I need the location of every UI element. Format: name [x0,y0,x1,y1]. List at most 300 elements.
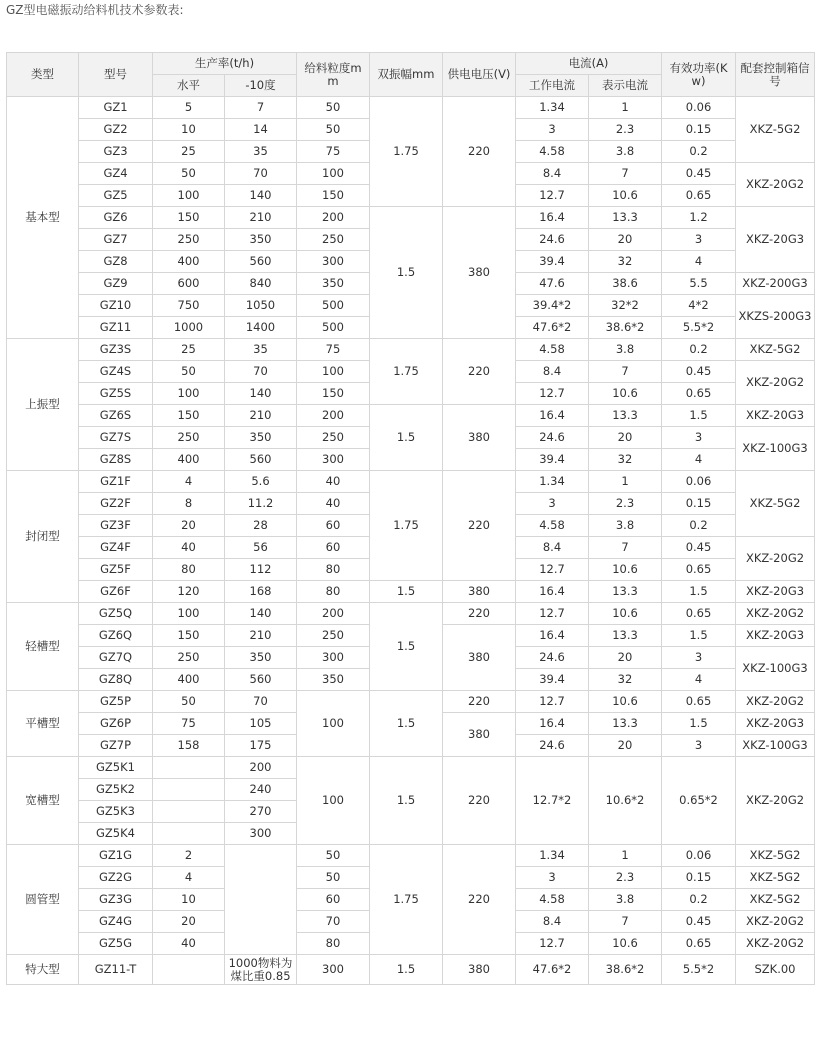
cell: 200 [297,603,370,625]
model-cell: GZ7S [79,427,153,449]
cell: 560 [225,449,297,471]
model-cell: GZ5S [79,383,153,405]
table-row [7,405,815,427]
cell: 200 [225,757,297,779]
group-upper: 上振型 [7,339,79,471]
cell: 3 [662,229,736,251]
cell: 7 [589,361,662,383]
cell: 56 [225,537,297,559]
voltage-cell: 220 [443,757,516,845]
header-model: 型号 [79,53,153,97]
header-power: 有效功率(Kw) [662,53,736,97]
cell: 13.3 [589,405,662,427]
cell: 10.6 [589,383,662,405]
model-cell: GZ4 [79,163,153,185]
cell: 50 [153,163,225,185]
cell: 39.4 [516,251,589,273]
cell: 2.3 [589,493,662,515]
cell: 10.6 [589,933,662,955]
cell: 1.2 [662,207,736,229]
cell: 8.4 [516,911,589,933]
amplitude-cell: 1.5 [370,581,443,603]
cell: 0.65 [662,185,736,207]
cell: 5 [153,97,225,119]
cell: 12.7 [516,383,589,405]
cell: 4 [662,669,736,691]
cell: 4*2 [662,295,736,317]
cell: 150 [153,405,225,427]
cell: 168 [225,581,297,603]
cell: 100 [153,603,225,625]
model-cell: GZ2G [79,867,153,889]
cell: 250 [297,625,370,647]
table-row [7,471,815,493]
cell: 400 [153,669,225,691]
cell: 16.4 [516,207,589,229]
cell: 24.6 [516,735,589,757]
box-cell: XKZ-5G2 [736,339,815,361]
cell: 300 [297,647,370,669]
cell: 1 [589,97,662,119]
cell: 400 [153,449,225,471]
box-cell: XKZ-100G3 [736,647,815,691]
cell: 60 [297,537,370,559]
cell: 750 [153,295,225,317]
cell: 3 [516,493,589,515]
cell: 0.15 [662,119,736,141]
cell: 3 [516,119,589,141]
cell: 20 [153,515,225,537]
cell: 28 [225,515,297,537]
cell: 4 [662,251,736,273]
current-work-cell: 12.7*2 [516,757,589,845]
voltage-cell: 380 [443,713,516,757]
amplitude-cell: 1.5 [370,603,443,691]
cell: 60 [297,889,370,911]
header-amplitude: 双振幅mm [370,53,443,97]
cell: 3 [662,647,736,669]
table-row [7,339,815,361]
box-cell: XKZ-20G2 [736,537,815,581]
cell: 47.6 [516,273,589,295]
cell: 10 [153,119,225,141]
cell: 3 [662,735,736,757]
cell: 5.5*2 [662,955,736,985]
cell: 70 [297,911,370,933]
cell: 100 [153,383,225,405]
cell: 14 [225,119,297,141]
model-cell: GZ5P [79,691,153,713]
cell: 350 [225,229,297,251]
cell: 20 [589,647,662,669]
cell: 0.65 [662,933,736,955]
model-cell: GZ5K1 [79,757,153,779]
cell: 200 [297,405,370,427]
cell: 13.3 [589,625,662,647]
cell: 13.3 [589,207,662,229]
cell: 3 [662,427,736,449]
cell: 25 [153,339,225,361]
cell: 12.7 [516,691,589,713]
cell: 400 [153,251,225,273]
voltage-cell: 220 [443,691,516,713]
amplitude-cell: 1.75 [370,845,443,955]
voltage-cell: 220 [443,845,516,955]
cell: 0.65 [662,691,736,713]
cell: 4.58 [516,141,589,163]
box-cell: XKZ-5G2 [736,889,815,911]
model-cell: GZ7P [79,735,153,757]
box-cell: XKZ-5G2 [736,471,815,537]
cell: 2 [153,845,225,867]
cell: 10.6 [589,185,662,207]
cell: 560 [225,669,297,691]
cell: 175 [225,735,297,757]
cell: 75 [297,339,370,361]
cell: 500 [297,295,370,317]
box-cell: XKZ-100G3 [736,427,815,471]
cell: 210 [225,207,297,229]
cell: 0.45 [662,911,736,933]
cell: 35 [225,339,297,361]
cell: 80 [153,559,225,581]
header-current-show: 表示电流 [589,75,662,97]
cell: 1 [589,471,662,493]
amplitude-cell: 1.5 [370,757,443,845]
cell: 0.45 [662,361,736,383]
box-cell: XKZ-20G3 [736,581,815,603]
cell: 840 [225,273,297,295]
cell: 0.65 [662,383,736,405]
cell: 112 [225,559,297,581]
header-type: 类型 [7,53,79,97]
amplitude-cell: 1.75 [370,471,443,581]
cell: 140 [225,185,297,207]
box-cell: XKZ-20G2 [736,691,815,713]
cell: 150 [297,185,370,207]
cell: 12.7 [516,185,589,207]
cell: 13.3 [589,581,662,603]
cell: 350 [225,647,297,669]
voltage-cell: 380 [443,207,516,339]
header-capacity-horizontal: 水平 [153,75,225,97]
cell: 100 [297,361,370,383]
model-cell: GZ5 [79,185,153,207]
cell: 250 [153,427,225,449]
cell: 5.6 [225,471,297,493]
cell: 1.34 [516,471,589,493]
cell: 250 [297,427,370,449]
cell: 70 [225,691,297,713]
cell: 20 [589,735,662,757]
cell: 0.65 [662,559,736,581]
model-cell: GZ8 [79,251,153,273]
cell: 3.8 [589,339,662,361]
cell: 1 [589,845,662,867]
box-cell: XKZ-20G3 [736,405,815,427]
cell: 32 [589,251,662,273]
cell: 105 [225,713,297,735]
table-caption: GZ型电磁振动给料机技术参数表: [6,3,184,17]
model-cell: GZ3S [79,339,153,361]
voltage-cell: 380 [443,625,516,691]
cell: 3 [516,867,589,889]
amplitude-cell: 1.75 [370,97,443,207]
cell [153,955,225,985]
cell: 12.7 [516,933,589,955]
cell: 0.06 [662,845,736,867]
cell: 11.2 [225,493,297,515]
cell: 4 [153,867,225,889]
model-cell: GZ6 [79,207,153,229]
model-cell: GZ8Q [79,669,153,691]
cell: 0.06 [662,471,736,493]
cell: 350 [297,669,370,691]
cell: 500 [297,317,370,339]
model-cell: GZ5K2 [79,779,153,801]
amplitude-cell: 1.5 [370,405,443,471]
cell: 8 [153,493,225,515]
model-cell: GZ10 [79,295,153,317]
cell: 8.4 [516,537,589,559]
cell: 7 [225,97,297,119]
cell: 5.5 [662,273,736,295]
cell: 300 [297,955,370,985]
box-cell: SZK.00 [736,955,815,985]
model-cell: GZ3F [79,515,153,537]
model-cell: GZ5K3 [79,801,153,823]
cell: 4 [662,449,736,471]
model-cell: GZ5G [79,933,153,955]
cell: 16.4 [516,405,589,427]
cell: 3.8 [589,889,662,911]
model-cell: GZ11-T [79,955,153,985]
model-cell: GZ4F [79,537,153,559]
cell: 50 [297,845,370,867]
group-basic: 基本型 [7,97,79,339]
box-cell: XKZS-200G3 [736,295,815,339]
cell: 7 [589,163,662,185]
box-cell: XKZ-20G2 [736,911,815,933]
cell: 24.6 [516,647,589,669]
cell: 7 [589,911,662,933]
box-cell: XKZ-5G2 [736,867,815,889]
cell: 250 [153,647,225,669]
group-flat: 平槽型 [7,691,79,757]
cell: 0.15 [662,867,736,889]
cell: 40 [297,471,370,493]
cell: 300 [297,449,370,471]
cell: 50 [297,119,370,141]
cell: 60 [297,515,370,537]
box-cell: XKZ-20G3 [736,713,815,735]
box-cell: XKZ-20G3 [736,625,815,647]
spec-table [6,52,815,985]
cell: 10.6 [589,691,662,713]
model-cell: GZ6Q [79,625,153,647]
cell: 40 [297,493,370,515]
table-row [7,97,815,119]
cell [153,823,225,845]
cell: 70 [225,361,297,383]
cell: 250 [297,229,370,251]
box-cell: XKZ-100G3 [736,735,815,757]
cell: 10.6 [589,559,662,581]
cell: 0.45 [662,537,736,559]
cell: 200 [297,207,370,229]
cell: 0.2 [662,889,736,911]
model-cell: GZ6S [79,405,153,427]
group-sealed: 封闭型 [7,471,79,603]
model-cell: GZ4G [79,911,153,933]
group-light: 轻槽型 [7,603,79,691]
model-cell: GZ7Q [79,647,153,669]
box-cell: XKZ-20G2 [736,603,815,625]
cell: 38.6*2 [589,955,662,985]
cell: 0.2 [662,515,736,537]
cell: 350 [297,273,370,295]
voltage-cell: 220 [443,471,516,581]
cell: 3.8 [589,141,662,163]
cell: 38.6*2 [589,317,662,339]
cell: 12.7 [516,603,589,625]
model-cell: GZ9 [79,273,153,295]
cell: 32*2 [589,295,662,317]
cell: 50 [153,691,225,713]
cell: 210 [225,405,297,427]
cell: 600 [153,273,225,295]
cell: 1000物料为煤比重0.85 [225,955,297,985]
cell: 210 [225,625,297,647]
cell: 250 [153,229,225,251]
current-show-cell: 10.6*2 [589,757,662,845]
cell: 0.2 [662,141,736,163]
voltage-cell: 380 [443,581,516,603]
voltage-cell: 380 [443,955,516,985]
cell: 40 [153,933,225,955]
cell: 24.6 [516,427,589,449]
cell: 1050 [225,295,297,317]
cell: 32 [589,669,662,691]
cell: 40 [153,537,225,559]
table-row [7,757,815,779]
cell: 10.6 [589,603,662,625]
cell: 1.5 [662,713,736,735]
amplitude-cell: 1.5 [370,955,443,985]
cell: 150 [297,383,370,405]
cell: 24.6 [516,229,589,251]
cell: 1400 [225,317,297,339]
model-cell: GZ11 [79,317,153,339]
header-granularity: 给料粒度mm [297,53,370,97]
cell: 1.34 [516,97,589,119]
model-cell: GZ1G [79,845,153,867]
cell: 158 [153,735,225,757]
cell: 350 [225,427,297,449]
cell: 4.58 [516,339,589,361]
voltage-cell: 380 [443,405,516,471]
table-row [7,845,815,867]
box-cell: XKZ-20G2 [736,757,815,845]
cell: 39.4*2 [516,295,589,317]
model-cell: GZ5K4 [79,823,153,845]
box-cell: XKZ-20G3 [736,207,815,273]
cell: 16.4 [516,713,589,735]
voltage-cell: 220 [443,603,516,625]
cell: 10 [153,889,225,911]
model-cell: GZ8S [79,449,153,471]
cell: 12.7 [516,559,589,581]
amplitude-cell: 1.75 [370,339,443,405]
voltage-cell: 220 [443,97,516,207]
cell [225,845,297,955]
cell: 16.4 [516,625,589,647]
model-cell: GZ7 [79,229,153,251]
cell: 39.4 [516,669,589,691]
cell [153,757,225,779]
box-cell: XKZ-20G2 [736,361,815,405]
power-cell: 0.65*2 [662,757,736,845]
group-wide: 宽槽型 [7,757,79,845]
cell: 7 [589,537,662,559]
cell: 300 [297,251,370,273]
cell [153,801,225,823]
cell: 560 [225,251,297,273]
cell: 8.4 [516,361,589,383]
cell: 50 [153,361,225,383]
box-cell: XKZ-20G2 [736,933,815,955]
cell: 4.58 [516,515,589,537]
amplitude-cell: 1.5 [370,207,443,339]
cell: 150 [153,625,225,647]
model-cell: GZ6P [79,713,153,735]
cell: 50 [297,867,370,889]
box-cell: XKZ-200G3 [736,273,815,295]
cell: 75 [153,713,225,735]
cell: 100 [297,163,370,185]
cell: 4.58 [516,889,589,911]
header-current: 电流(A) [516,53,662,75]
cell: 1.5 [662,581,736,603]
cell: 80 [297,581,370,603]
table-row [7,207,815,229]
cell: 75 [297,141,370,163]
cell: 5.5*2 [662,317,736,339]
cell: 20 [589,229,662,251]
cell: 47.6*2 [516,317,589,339]
header-capacity: 生产率(t/h) [153,53,297,75]
cell: 140 [225,383,297,405]
model-cell: GZ4S [79,361,153,383]
header-box: 配套控制箱信号 [736,53,815,97]
cell: 13.3 [589,713,662,735]
cell: 20 [589,427,662,449]
box-cell: XKZ-5G2 [736,97,815,163]
cell: 0.2 [662,339,736,361]
header-voltage: 供电电压(V) [443,53,516,97]
cell: 80 [297,933,370,955]
model-cell: GZ1 [79,97,153,119]
box-cell: XKZ-5G2 [736,845,815,867]
cell: 1000 [153,317,225,339]
cell: 2.3 [589,867,662,889]
cell: 140 [225,603,297,625]
cell: 150 [153,207,225,229]
cell: 25 [153,141,225,163]
header-current-work: 工作电流 [516,75,589,97]
cell: 1.5 [662,625,736,647]
cell: 70 [225,163,297,185]
